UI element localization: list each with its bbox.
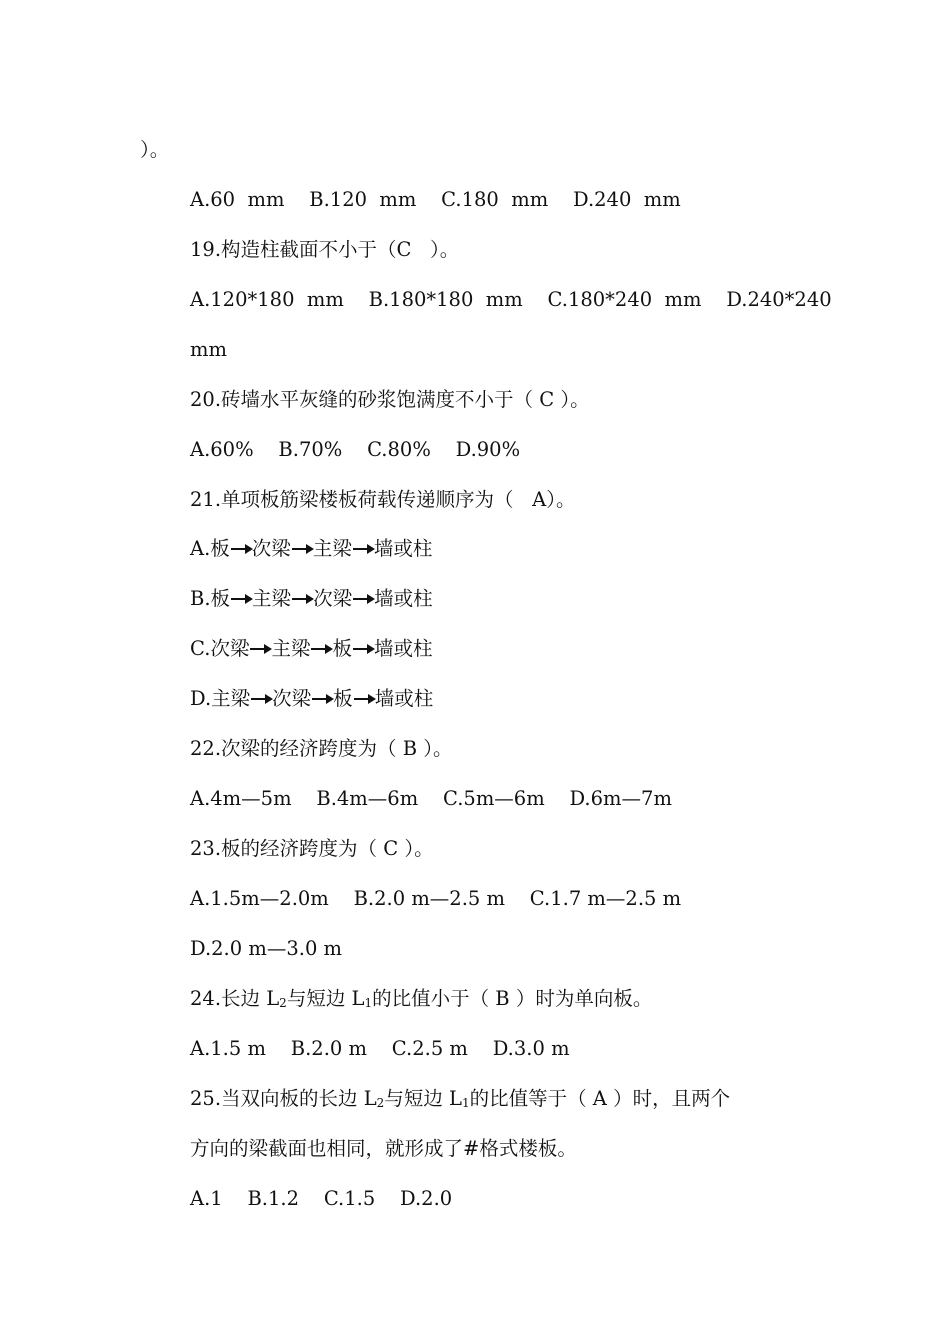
- option-prefix: B.: [190, 587, 211, 610]
- q23-question: 23.板的经济跨度为（ C ）。: [190, 837, 434, 860]
- q21-option-b: [190, 586, 433, 612]
- q24-text-1: 24.长边 L: [190, 987, 280, 1010]
- option-prefix: C.: [190, 637, 211, 660]
- q25-options: A.1 B.1.2 C.1.5 D.2.0: [190, 1187, 453, 1210]
- right-arrow-icon: [292, 598, 312, 600]
- flow-step: 墙或柱: [374, 587, 433, 610]
- q24-subscript-2: 1: [364, 996, 373, 1010]
- q21-question: 21.单项板筋梁楼板荷载传递顺序为（ A）。: [190, 488, 576, 511]
- right-arrow-icon: [250, 648, 270, 650]
- q25-text-2: 与短边 L: [384, 1087, 462, 1110]
- flow-step: 板: [332, 637, 352, 660]
- flow-step: 墙或柱: [374, 687, 434, 710]
- flow-step: 板: [210, 537, 230, 560]
- flow-step: 次梁: [210, 637, 250, 660]
- flow-step: 次梁: [251, 537, 291, 560]
- q21-option-a: [190, 536, 432, 562]
- flow-step: 主梁: [271, 637, 311, 660]
- option-prefix: D.: [190, 687, 212, 710]
- q25-text-1: 25.当双向板的长边 L: [190, 1087, 377, 1110]
- right-arrow-icon: [353, 648, 373, 650]
- q19-options: A.120*180 mm B.180*180 mm C.180*240 mm D.240*240: [190, 288, 832, 311]
- q25-question-continuation: 方向的梁截面也相同，就形成了#格式楼板。: [190, 1137, 577, 1160]
- q24-question: [190, 986, 652, 1016]
- q24-text-3: 的比值小于（ B ）时为单向板。: [372, 987, 653, 1010]
- q24-subscript-1: 2: [279, 996, 287, 1010]
- right-arrow-icon: [292, 548, 312, 550]
- flow-step: 板: [333, 687, 353, 710]
- q19-options-continuation: mm: [190, 338, 227, 361]
- q19-question: 19.构造柱截面不小于（C ）。: [190, 238, 460, 261]
- right-arrow-icon: [251, 698, 271, 700]
- right-arrow-icon: [231, 598, 251, 600]
- flow-step: 主梁: [211, 687, 251, 710]
- right-arrow-icon: [353, 548, 373, 550]
- q25-subscript-1: 2: [376, 1096, 385, 1110]
- q23-options-continuation: D.2.0 m—3.0 m: [190, 937, 343, 960]
- q24-text-2: 与短边 L: [286, 987, 365, 1010]
- q20-options: A.60% B.70% C.80% D.90%: [190, 438, 521, 461]
- q25-text-3: 的比值等于（ A ）时，且两个: [469, 1087, 731, 1110]
- option-prefix: A.: [190, 537, 211, 560]
- q21-option-d: [190, 686, 433, 712]
- right-arrow-icon: [353, 598, 373, 600]
- q23-options: A.1.5m—2.0m B.2.0 m—2.5 m C.1.7 m—2.5 m: [190, 887, 682, 910]
- flow-step: 墙或柱: [373, 637, 433, 660]
- right-arrow-icon: [312, 698, 332, 700]
- flow-step: 次梁: [272, 687, 312, 710]
- flow-step: 主梁: [252, 587, 292, 610]
- flow-step: 板: [210, 587, 231, 610]
- flow-step: 墙或柱: [373, 537, 433, 560]
- q18-options: A.60 mm B.120 mm C.180 mm D.240 mm: [190, 188, 681, 211]
- right-arrow-icon: [354, 698, 374, 700]
- q21-option-c: [190, 636, 433, 662]
- q24-options: A.1.5 m B.2.0 m C.2.5 m D.3.0 m: [190, 1037, 570, 1060]
- flow-step: 主梁: [312, 537, 352, 560]
- q22-question: 22.次梁的经济跨度为（ B ）。: [190, 737, 453, 760]
- q18-continuation: ）。: [140, 138, 170, 161]
- q25-question: [190, 1086, 730, 1116]
- q25-subscript-2: 1: [461, 1096, 470, 1110]
- q22-options: A.4m—5m B.4m—6m C.5m—6m D.6m—7m: [190, 787, 672, 810]
- right-arrow-icon: [311, 648, 331, 650]
- right-arrow-icon: [231, 548, 251, 550]
- q20-question: 20.砖墙水平灰缝的砂浆饱满度不小于（ C ）。: [190, 388, 590, 411]
- flow-step: 次梁: [313, 587, 353, 610]
